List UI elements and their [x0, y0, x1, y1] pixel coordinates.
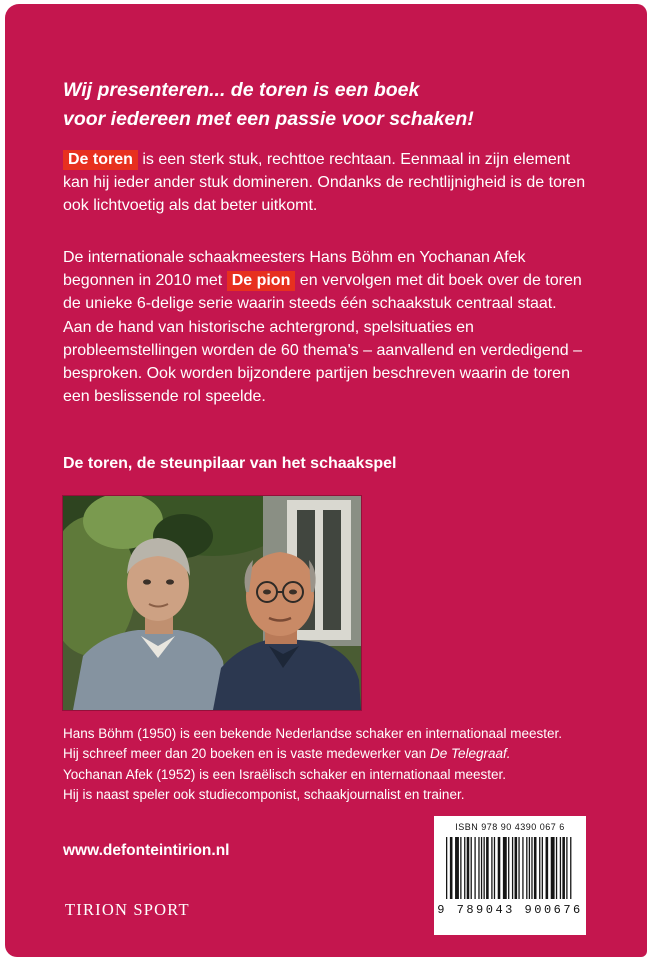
- tagline: De toren, de steunpilaar van het schaakspel: [63, 455, 397, 472]
- authors-photo-illustration: [63, 496, 361, 710]
- bio-line-4: Hij is naast speler ook studiecomponist, schaakjournalist en trainer.: [63, 786, 465, 802]
- bio-line-3: Yochanan Afek (1952) is een Israëlisch schaker en internationaal meester.: [63, 766, 507, 782]
- bio-line-2-book-title: De Telegraaf.: [429, 746, 511, 762]
- body-paragraph-2: Aan de hand van historische achtergrond, spelsituaties en probleemstellingen worden de 60 thema's – aanvallend en verdedigend – besproken. Ook worden bijzondere partijen beschreven waarin de toren een beslissende rol speelde.: [63, 318, 582, 406]
- barcode-number: 9 789043 900676: [437, 903, 583, 917]
- barcode-bars-icon: [446, 837, 574, 899]
- bio-line-1: Hans Böhm (1950) is een bekende Nederlandse schaker en internationaal meester.: [63, 726, 563, 741]
- intro-paragraph: [63, 148, 591, 218]
- body-paragraphs: [63, 246, 591, 408]
- cover-heading: [63, 76, 603, 135]
- intro-text: is een sterk stuk, rechttoe rechtaan. Eenmaal in zijn element kan hij ieder ander stuk domineren. Ondanks de rechtlijnigheid is de toren ook lichtvoetig als dat beter uitkomt.: [63, 151, 586, 215]
- cover-heading-line1: Wij presenteren... de toren is een boek: [63, 79, 420, 101]
- publisher-logo-tirion-sport: TIRION SPORT: [65, 900, 190, 919]
- body-highlight-de-pion: De pion: [227, 271, 296, 291]
- isbn-text: ISBN 978 90 4390 067 6: [455, 822, 565, 832]
- authors-photo: [63, 496, 361, 710]
- body-p1-text-after: en vervolgen met dit boek over de toren de unieke 6-delige serie waarin steeds één schaakstuk centraal staat.: [63, 272, 582, 313]
- barcode-panel: [434, 816, 586, 935]
- book-back-cover: [5, 4, 647, 957]
- intro-highlight-de-toren: De toren: [63, 150, 138, 170]
- bio-line-2: [63, 744, 563, 764]
- author-bios: [63, 724, 563, 805]
- body-p1-text-before: De internationale schaakmeesters Hans Böhm en Yochanan Afek begonnen in 2010 met: [63, 249, 526, 290]
- bio-line-2-text: Hij schreef meer dan 20 boeken en is vaste medewerker van: [63, 746, 430, 762]
- cover-heading-line2: voor iedereen met een passie voor schaken!: [63, 108, 474, 131]
- body-paragraph-1: [63, 246, 591, 316]
- website-url: www.defonteintirion.nl: [63, 842, 230, 859]
